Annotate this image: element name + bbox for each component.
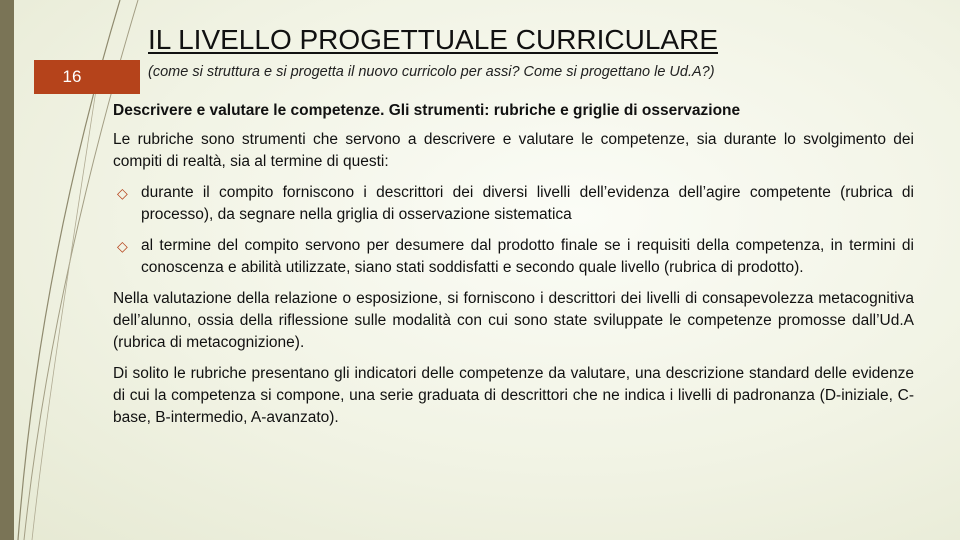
bullet-text: durante il compito forniscono i descrittori dei diversi livelli dell’evidenza dell’agire competente (rubrica di processo), da segnare nella griglia di osservazione sistematica — [141, 184, 914, 223]
diamond-bullet-icon: ◇ — [117, 185, 128, 201]
bullet-item — [113, 182, 914, 226]
slide-content — [113, 100, 914, 438]
slide-number: 16 — [62, 67, 82, 86]
bullet-item — [113, 235, 914, 279]
intro-paragraph: Le rubriche sono strumenti che servono a descrivere e valutare le competenze, sia durante lo svolgimento dei compiti di realtà, sia al termine di questi: — [113, 131, 914, 170]
diamond-bullet-icon: ◇ — [117, 238, 128, 254]
slide-title: IL LIVELLO PROGETTUALE CURRICULARE — [148, 24, 719, 55]
metacognition-paragraph: Nella valutazione della relazione o esposizione, si forniscono i descrittori dei livelli di consapevolezza metacognitiva dell’alunno, ossia della riflessione sulle modalità con cui sono state sviluppate le competenze promosse dall’Ud.A (rubrica di metacognizione). — [113, 290, 914, 351]
content-heading: Descrivere e valutare le competenze. Gli strumenti: rubriche e griglie di osservazione — [113, 102, 741, 119]
slide-subtitle: (come si struttura e si progetta il nuovo curricolo per assi? Come si progettano le Ud.A?) — [148, 64, 715, 80]
bullet-text: al termine del compito servono per desumere dal prodotto finale se i requisiti della competenza, in termini di conoscenza e abilità utilizzate, siano stati soddisfatti e secondo quale livello (rubrica di prodotto). — [141, 237, 914, 276]
rubric-structure-paragraph: Di solito le rubriche presentano gli indicatori delle competenze da valutare, una descrizione standard delle evidenze di cui la competenza si compone, una serie graduata di descrittori che ne indica i livelli di padronanza (D-iniziale, C-base, B-intermedio, A-avanzato). — [113, 365, 914, 426]
